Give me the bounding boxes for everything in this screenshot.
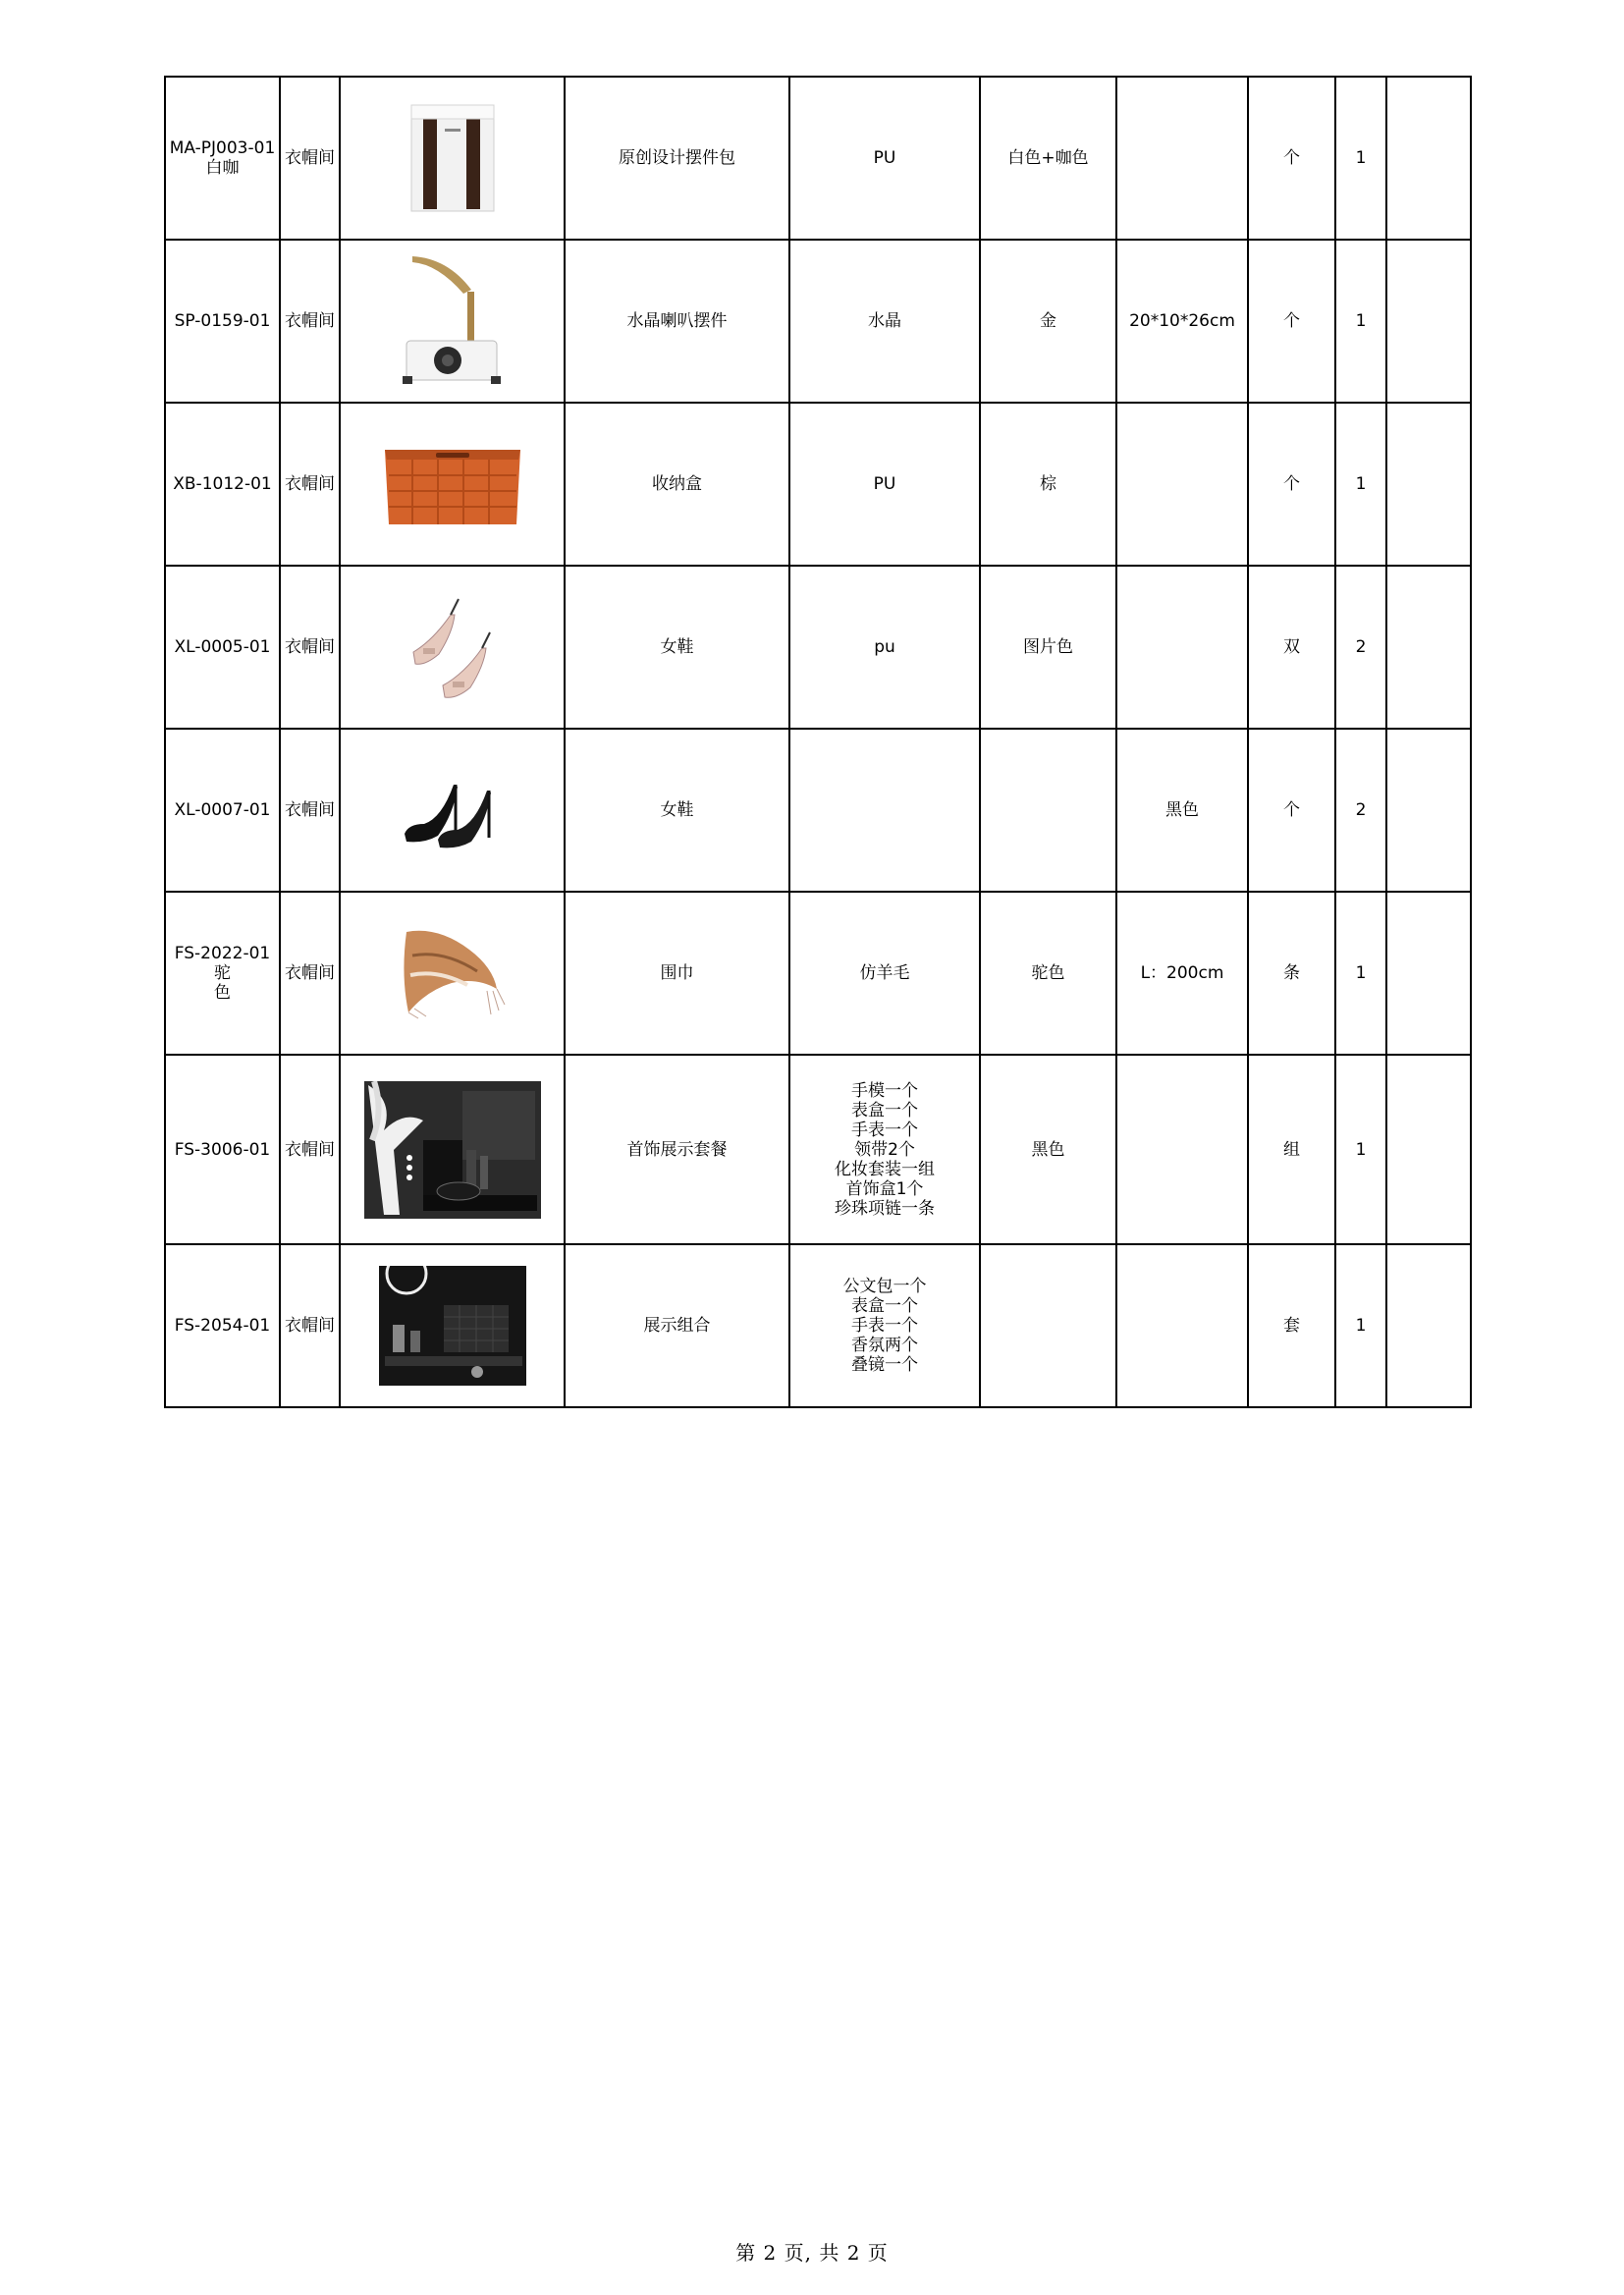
crystal-horn-speaker-icon xyxy=(399,254,507,388)
item-image xyxy=(340,729,565,892)
item-unit: 个 xyxy=(1248,240,1335,403)
item-qty: 1 xyxy=(1335,1055,1386,1244)
item-size xyxy=(1116,77,1248,240)
item-note xyxy=(1386,1055,1471,1244)
camel-scarf-icon xyxy=(399,926,507,1020)
item-code: FS-3006-01 xyxy=(165,1055,280,1244)
item-unit: 组 xyxy=(1248,1055,1335,1244)
item-note xyxy=(1386,403,1471,566)
item-qty: 1 xyxy=(1335,77,1386,240)
item-name: 女鞋 xyxy=(565,729,789,892)
item-name: 收纳盒 xyxy=(565,403,789,566)
orange-storage-box-icon xyxy=(379,440,526,528)
page-footer: 第 2 页, 共 2 页 xyxy=(735,2241,889,2265)
item-code: FS-2022-01驼 色 xyxy=(165,892,280,1055)
item-qty: 1 xyxy=(1335,240,1386,403)
item-material: PU xyxy=(789,403,980,566)
item-color: 金 xyxy=(980,240,1116,403)
table-row xyxy=(165,729,1471,892)
product-table xyxy=(164,76,1472,1408)
item-qty: 1 xyxy=(1335,1244,1386,1407)
item-material: 公文包一个 表盒一个 手表一个 香氛两个 叠镜一个 xyxy=(789,1244,980,1407)
item-material: 手模一个 表盒一个 手表一个 领带2个 化妆套装一组 首饰盒1个 珍珠项链一条 xyxy=(789,1055,980,1244)
item-area: 衣帽间 xyxy=(280,729,340,892)
item-area: 衣帽间 xyxy=(280,1244,340,1407)
item-area: 衣帽间 xyxy=(280,1055,340,1244)
item-name: 女鞋 xyxy=(565,566,789,729)
nude-heels-icon xyxy=(404,593,502,701)
item-image xyxy=(340,892,565,1055)
item-color xyxy=(980,729,1116,892)
item-area: 衣帽间 xyxy=(280,77,340,240)
item-image xyxy=(340,1055,565,1244)
item-note xyxy=(1386,240,1471,403)
item-unit: 个 xyxy=(1248,77,1335,240)
item-note xyxy=(1386,77,1471,240)
item-color: 黑色 xyxy=(980,1055,1116,1244)
item-name: 首饰展示套餐 xyxy=(565,1055,789,1244)
item-image xyxy=(340,566,565,729)
table-row xyxy=(165,1244,1471,1407)
item-code: MA-PJ003-01 白咖 xyxy=(165,77,280,240)
item-size: L：200cm xyxy=(1116,892,1248,1055)
item-size xyxy=(1116,1244,1248,1407)
item-note xyxy=(1386,1244,1471,1407)
item-unit: 个 xyxy=(1248,403,1335,566)
item-area: 衣帽间 xyxy=(280,403,340,566)
item-material xyxy=(789,729,980,892)
item-area: 衣帽间 xyxy=(280,240,340,403)
table-row xyxy=(165,892,1471,1055)
item-code: XB-1012-01 xyxy=(165,403,280,566)
item-material: PU xyxy=(789,77,980,240)
item-code: FS-2054-01 xyxy=(165,1244,280,1407)
item-image xyxy=(340,1244,565,1407)
item-image xyxy=(340,403,565,566)
item-code: XL-0005-01 xyxy=(165,566,280,729)
black-heels-icon xyxy=(399,771,507,849)
item-qty: 1 xyxy=(1335,892,1386,1055)
item-code: XL-0007-01 xyxy=(165,729,280,892)
jewelry-display-set-icon xyxy=(364,1081,541,1219)
item-note xyxy=(1386,566,1471,729)
item-qty: 2 xyxy=(1335,566,1386,729)
item-name: 原创设计摆件包 xyxy=(565,77,789,240)
table-row xyxy=(165,240,1471,403)
item-note xyxy=(1386,729,1471,892)
item-name: 展示组合 xyxy=(565,1244,789,1407)
item-material: pu xyxy=(789,566,980,729)
item-unit: 条 xyxy=(1248,892,1335,1055)
item-size xyxy=(1116,1055,1248,1244)
table-row xyxy=(165,566,1471,729)
item-size: 20*10*26cm xyxy=(1116,240,1248,403)
item-qty: 2 xyxy=(1335,729,1386,892)
item-name: 水晶喇叭摆件 xyxy=(565,240,789,403)
item-code: SP-0159-01 xyxy=(165,240,280,403)
white-coffee-bag-icon xyxy=(404,99,502,217)
item-material: 仿羊毛 xyxy=(789,892,980,1055)
item-unit: 个 xyxy=(1248,729,1335,892)
item-color xyxy=(980,1244,1116,1407)
item-color: 驼色 xyxy=(980,892,1116,1055)
table-row xyxy=(165,403,1471,566)
item-unit: 双 xyxy=(1248,566,1335,729)
item-qty: 1 xyxy=(1335,403,1386,566)
item-image xyxy=(340,240,565,403)
item-color: 棕 xyxy=(980,403,1116,566)
display-combo-icon xyxy=(379,1266,526,1386)
item-name: 围巾 xyxy=(565,892,789,1055)
item-image xyxy=(340,77,565,240)
item-note xyxy=(1386,892,1471,1055)
item-area: 衣帽间 xyxy=(280,566,340,729)
item-color: 白色+咖色 xyxy=(980,77,1116,240)
item-unit: 套 xyxy=(1248,1244,1335,1407)
item-size xyxy=(1116,403,1248,566)
table-row xyxy=(165,77,1471,240)
item-area: 衣帽间 xyxy=(280,892,340,1055)
item-size: 黑色 xyxy=(1116,729,1248,892)
item-material: 水晶 xyxy=(789,240,980,403)
table-row xyxy=(165,1055,1471,1244)
item-color: 图片色 xyxy=(980,566,1116,729)
item-size xyxy=(1116,566,1248,729)
